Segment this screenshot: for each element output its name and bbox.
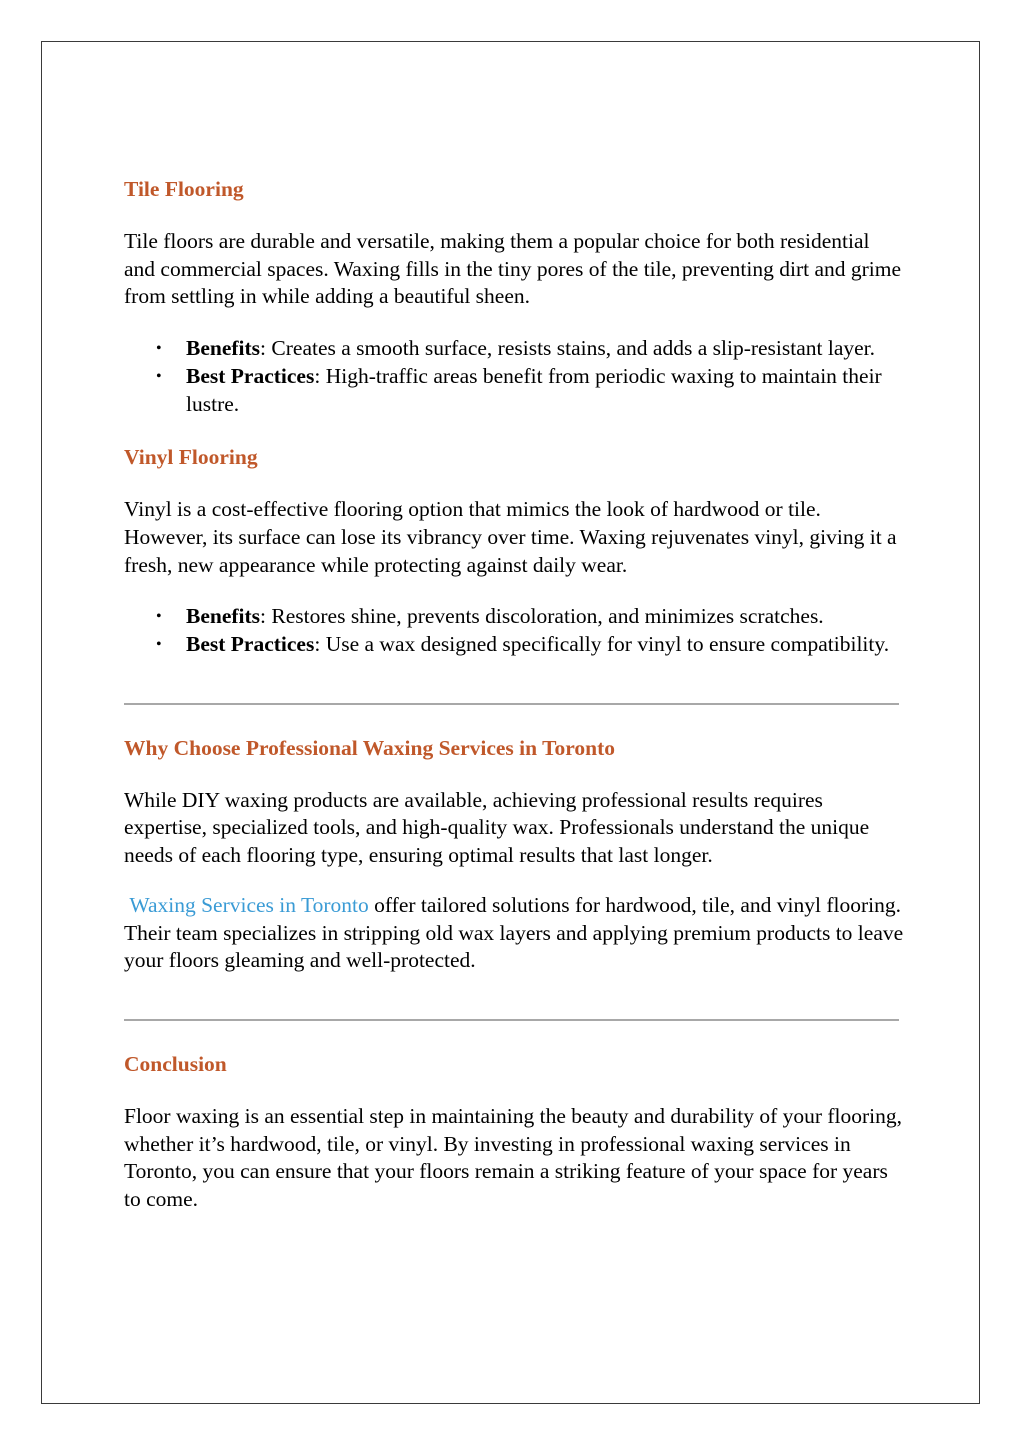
vinyl-bullet-list	[124, 603, 904, 658]
tile-paragraph: Tile floors are durable and versatile, making them a popular choice for both residential and commercial spaces. Waxing fills in the tiny pores of the tile, preventing dirt and grime from settling in while adding a beautiful sheen.	[124, 229, 902, 309]
section-heading-tile: Tile Flooring	[124, 177, 244, 201]
list-item	[124, 335, 904, 363]
document-content	[124, 172, 904, 1214]
bullet-icon: •	[156, 367, 162, 385]
section-heading-vinyl: Vinyl Flooring	[124, 445, 258, 470]
bullet-term: Benefits	[186, 604, 261, 629]
waxing-services-link[interactable]: Waxing Services in Toronto	[129, 892, 369, 917]
section-divider	[124, 703, 899, 705]
tile-bullet-list	[124, 335, 904, 418]
why-paragraph-1: While DIY waxing products are available, achieving professional results requires expertise, specialized tools, and high-quality wax. Professionals understand the unique needs of each flooring type, ensuring optimal results that last longer.	[124, 787, 870, 868]
bullet-icon: •	[156, 608, 162, 626]
bullet-text: : Restores shine, prevents discoloration, and minimizes scratches.	[260, 604, 824, 629]
section-heading-why: Why Choose Professional Waxing Services in Toronto	[124, 735, 615, 760]
section-divider	[124, 1019, 899, 1021]
bullet-term: Best Practices	[186, 632, 315, 657]
list-item	[124, 603, 904, 631]
bullet-icon: •	[156, 636, 162, 654]
why-paragraph-2-text: offer tailored solutions for hardwood, tile, and vinyl flooring. Their team specializes in stripping old wax layers and applying premium products to leave your floors gleaming and well-protected.	[124, 892, 904, 973]
bullet-text: : Use a wax designed specifically for vinyl to ensure compatibility.	[314, 632, 890, 657]
why-paragraph-2	[124, 892, 904, 975]
list-item	[124, 363, 904, 418]
bullet-text: : Creates a smooth surface, resists stains, and adds a slip-resistant layer.	[260, 336, 876, 361]
list-item	[124, 631, 904, 659]
vinyl-paragraph: Vinyl is a cost-effective flooring option that mimics the look of hardwood or tile. However, its surface can lose its vibrancy over time. Waxing rejuvenates vinyl, giving it a fresh, new appearance while protecting against daily wear.	[124, 497, 897, 577]
bullet-text: : High-traffic areas benefit from periodic waxing to maintain their lustre.	[186, 363, 882, 416]
bullet-icon: •	[156, 340, 162, 358]
bullet-term: Best Practices	[186, 363, 315, 388]
conclusion-paragraph: Floor waxing is an essential step in maintaining the beauty and durability of your flooring, whether it’s hardwood, tile, or vinyl. By investing in professional waxing services in Toronto, you can ensure that your floors remain a striking feature of your space for years to come.	[124, 1103, 903, 1212]
section-heading-conclusion: Conclusion	[124, 1051, 227, 1076]
bullet-term: Benefits	[186, 336, 261, 361]
